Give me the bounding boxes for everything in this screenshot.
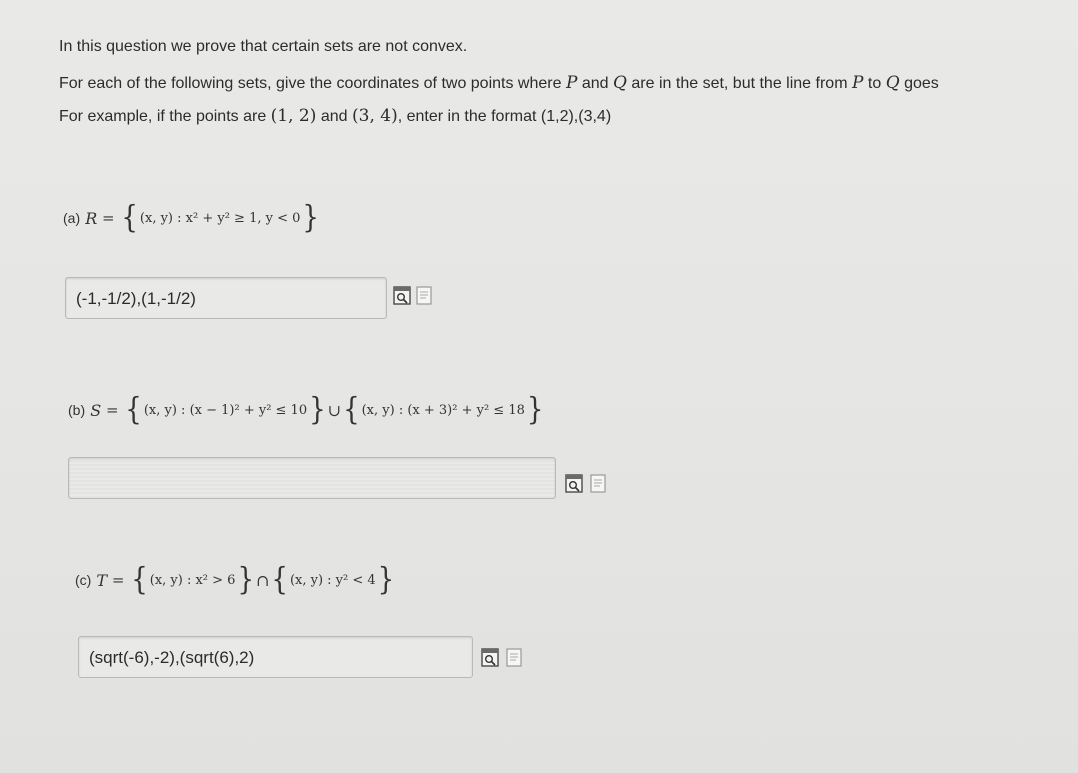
set-name: S (90, 400, 102, 420)
union-operator: ∪ (327, 400, 342, 420)
intro-text: , enter in the format (1,2),(3,4) (397, 108, 612, 125)
set-name: T (96, 570, 108, 590)
syntax-help-icon[interactable] (589, 474, 607, 493)
syntax-help-icon[interactable] (415, 286, 433, 305)
intro-line-1: In this question we prove that certain sets are not convex. (59, 38, 468, 55)
part-a-answer-input[interactable]: (-1,-1/2),(1,-1/2) (65, 277, 387, 319)
preview-icon[interactable] (565, 474, 583, 493)
part-a-set-definition: (a) R = { (x, y) : x² + y² ≥ 1, y < 0 } (63, 200, 319, 236)
set-condition: (x, y) : x² + y² ≥ 1, y < 0 (139, 210, 301, 226)
intro-text: are in the set, but the line from (631, 75, 848, 92)
part-label: (c) (75, 572, 92, 588)
intro-line-3: For example, if the points are (1, 2) and (3, 4), enter in the format (1,2),(3,4) (59, 106, 612, 126)
example-point-1: (1, 2) (270, 106, 317, 126)
intersection-operator: ∩ (256, 570, 270, 590)
set-condition-1: (x, y) : (x − 1)² + y² ≤ 10 (143, 402, 308, 418)
part-b-answer-input[interactable] (68, 457, 556, 499)
part-label: (b) (68, 402, 86, 418)
preview-icon[interactable] (393, 286, 411, 305)
set-condition-2: (x, y) : (x + 3)² + y² ≤ 18 (361, 402, 525, 418)
set-condition-1: (x, y) : x² > 6 (149, 572, 236, 588)
intro-line-2 (59, 73, 939, 93)
part-b-set-definition: (b) S = { (x, y) : (x − 1)² + y² ≤ 10 } ∪ { (x, y) : (x + 3)² + y² ≤ 18 } (68, 392, 544, 428)
syntax-help-icon[interactable] (505, 648, 523, 667)
var-q: Q (885, 73, 900, 93)
preview-icon[interactable] (481, 648, 499, 667)
intro-text: and (581, 75, 609, 92)
intro-text: For each of the following sets, give the coordinates of two points where (59, 75, 562, 92)
intro-text: to (867, 75, 882, 92)
part-label: (a) (63, 210, 81, 226)
example-point-2: (3, 4) (352, 106, 398, 126)
set-name: R (85, 208, 98, 228)
var-q: Q (613, 73, 627, 93)
var-p: P (851, 73, 864, 93)
intro-text: goes (904, 75, 939, 92)
var-p: P (565, 73, 578, 93)
set-condition-2: (x, y) : y² < 4 (289, 572, 376, 588)
part-c-answer-input[interactable]: (sqrt(-6),-2),(sqrt(6),2) (78, 636, 473, 678)
intro-text: For example, if the points are (59, 108, 267, 125)
part-c-set-definition: (c) T = { (x, y) : x² > 6 } ∩ { (x, y) : y² < 4 } (75, 562, 395, 598)
